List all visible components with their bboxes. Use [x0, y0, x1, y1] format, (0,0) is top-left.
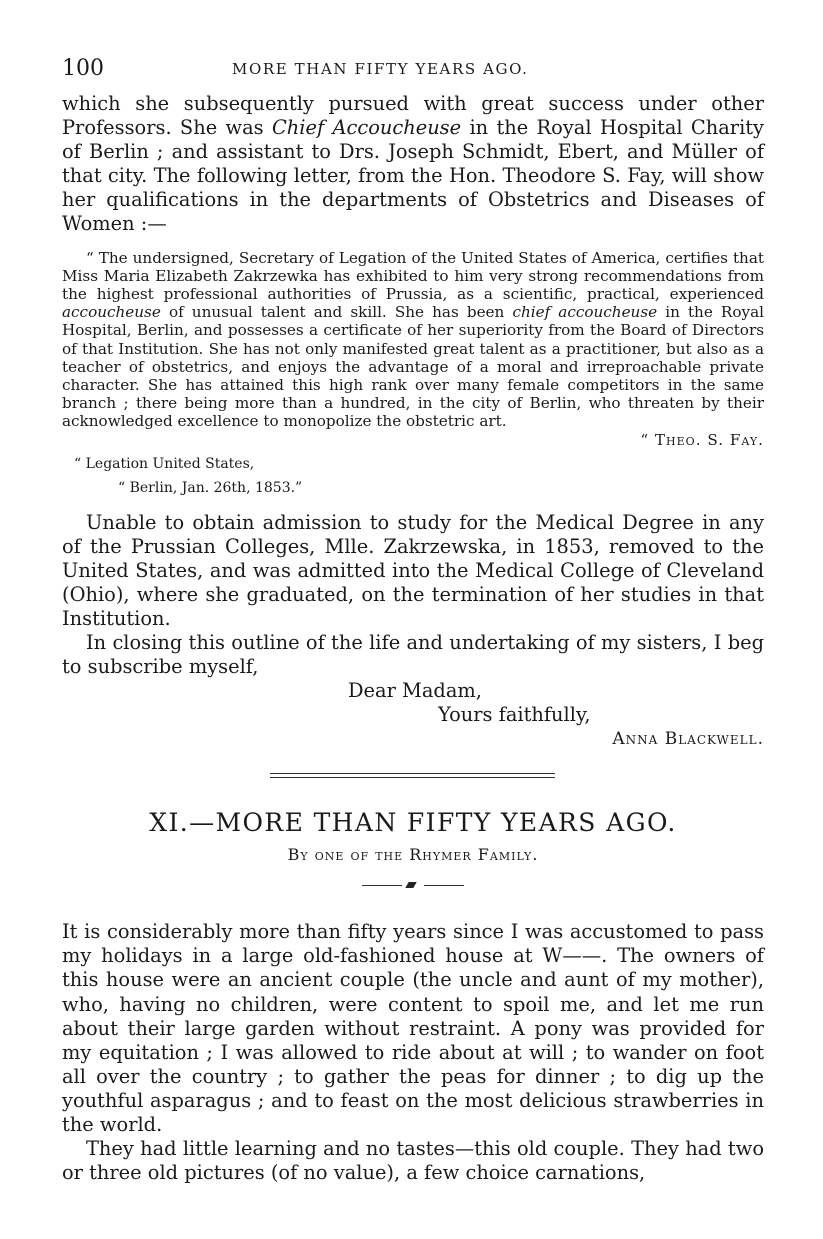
chapter-byline: By one of the Rhymer Family. [287, 845, 539, 865]
closing-paragraph: In closing this outline of the life and undertaking of my sisters, I beg to subscribe myself, [62, 631, 764, 679]
letter-text-3: in the Royal Hospital, Berlin, and possesses a certificate of her superiority from the Board of Directors of that Institution. She has not only manifested great talent as a practitioner, but also as a teacher of obstetrics, and enjoys the advantage of a moral and irreproachable private character. She has attained this high rank over many female competitors in the same branch ; there being more than a hundred, in the city of Berlin, who threaten by their acknowledged excellence to monopolize the obstetric art. [62, 303, 764, 431]
letter-signature: “ Theo. S. Fay. [640, 430, 764, 449]
letter-date: “ Berlin, Jan. 26th, 1853.” [118, 479, 303, 496]
running-head [62, 54, 764, 88]
continuation-emphasis: Chief Accoucheuse [271, 116, 462, 140]
section-divider [270, 773, 555, 778]
continuation-paragraph [62, 92, 764, 237]
author-signature: Anna Blackwell. [612, 729, 764, 750]
quoted-letter [62, 249, 764, 431]
ornament-diamond-icon [405, 882, 416, 888]
running-title: MORE THAN FIFTY YEARS AGO. [232, 60, 529, 78]
chapter-title: XI.—MORE THAN FIFTY YEARS AGO. [149, 808, 677, 838]
ornament-divider [362, 880, 464, 892]
chapter-paragraph-2: They had little learning and no tastes—this old couple. They had two or three old pictures (of no value), a few choice carnations, [62, 1137, 764, 1185]
salutation: Dear Madam, [348, 679, 482, 703]
continuation-text-2: in the Royal Hospital Charity of Berlin ; and assistant to Drs. Joseph Schmidt, Ebert, and Müller of that city. The following letter, from the Hon. Theodore S. Fay, will show her qualifications in the departments of Obstetrics and Diseases of Women :— [62, 116, 765, 236]
letter-emphasis-2: chief accoucheuse [512, 303, 658, 322]
ornament-line-right [424, 885, 464, 886]
letter-text-1: “ The undersigned, Secretary of Legation of the United States of America, certifies that Miss Maria Elizabeth Zakrzewka has exhibited to him very strong recommendations from the highest professional authorities of Prussia, as a scientific, practical, experienced [62, 248, 764, 303]
continuation-text-1: which she subsequently pursued with great success under other Professors. She was [62, 92, 764, 140]
ornament-line-left [362, 885, 402, 886]
admission-paragraph: Unable to obtain admission to study for the Medical Degree in any of the Prussian Colleges, Mlle. Zakrzewska, in 1853, removed to the United States, and was admitted into the Medical College of Cleveland (Ohio), where she graduated, on the termination of her studies in that Institution. [62, 510, 764, 630]
letter-place: “ Legation United States, [74, 455, 255, 472]
chapter-paragraph-1: It is considerably more than fifty years since I was accustomed to pass my holidays in a large old-fashioned house at W——. The owners of this house were an ancient couple (the uncle and aunt of my mother), who, having no children, were content to spoil me, and let me run about their large garden without restraint. A pony was provided for my equitation ; I was allowed to ride about at will ; to wander on foot all over the country ; to gather the peas for dinner ; to dig up the youthful asparagus ; and to feast on the most delicious strawberries in the world. [62, 920, 764, 1136]
letter-text-2: of unusual talent and skill. She has been [160, 303, 513, 322]
page-number: 100 [62, 56, 104, 81]
letter-emphasis-1: accoucheuse [62, 303, 161, 322]
valediction: Yours faithfully, [438, 703, 591, 727]
page [62, 54, 764, 1185]
